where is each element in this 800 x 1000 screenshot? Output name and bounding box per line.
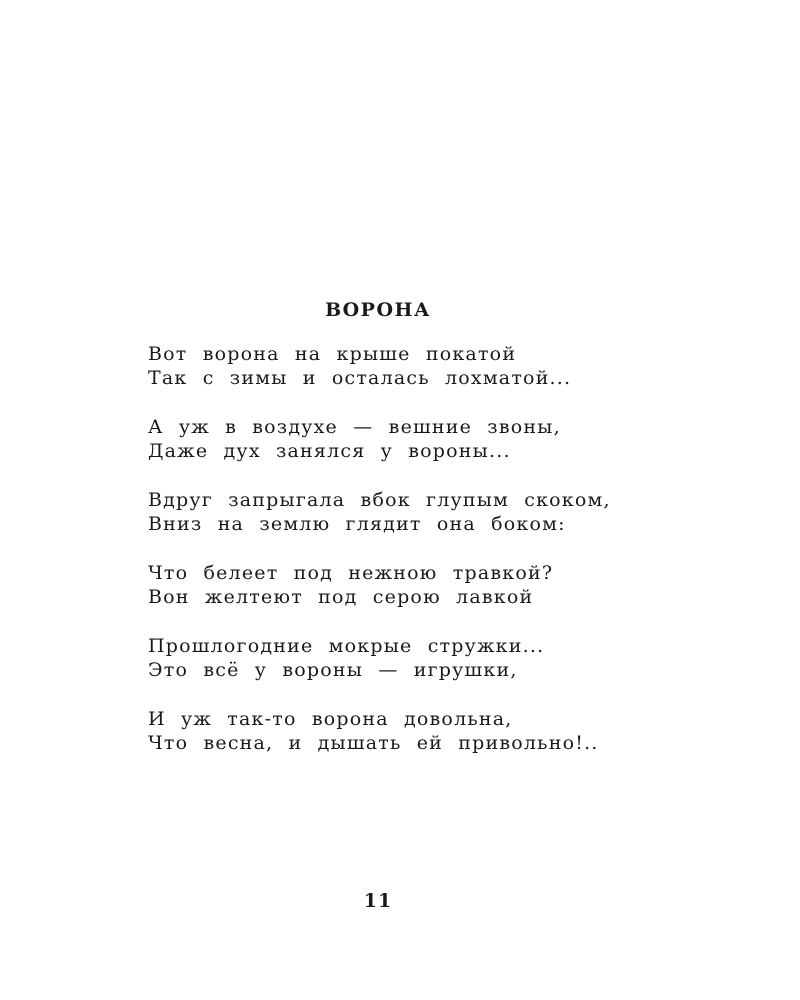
poem-line: Это всё у вороны — игрушки, (148, 659, 518, 681)
stanza-1 (148, 342, 748, 390)
poem-line: Даже дух занялся у вороны... (148, 440, 511, 462)
page-number: 11 (363, 890, 393, 912)
poem-line: Вот ворона на крыше покатой (148, 343, 517, 365)
poem-title: ВОРОНА (325, 299, 431, 321)
poem-line: Что белеет под нежною травкой? (148, 562, 554, 584)
poem-line: А уж в воздухе — вешние звоны, (148, 416, 561, 438)
stanza-4 (148, 561, 748, 609)
stanza-2 (148, 415, 748, 463)
poem-line: Вниз на землю глядит она боком: (148, 513, 566, 535)
stanza-6 (148, 707, 748, 755)
poem-line: Вдруг запрыгала вбок глупым скоком, (148, 489, 611, 511)
poem-body (148, 342, 748, 780)
poem-line: Что весна, и дышать ей привольно!.. (148, 732, 599, 754)
stanza-3 (148, 488, 748, 536)
stanza-5 (148, 634, 748, 682)
poem-line: И уж так-то ворона довольна, (148, 708, 513, 730)
poem-line: Вон желтеют под серою лавкой (148, 586, 534, 608)
poem-line: Прошлогодние мокрые стружки... (148, 635, 545, 657)
poem-line: Так с зимы и осталась лохматой... (148, 367, 572, 389)
